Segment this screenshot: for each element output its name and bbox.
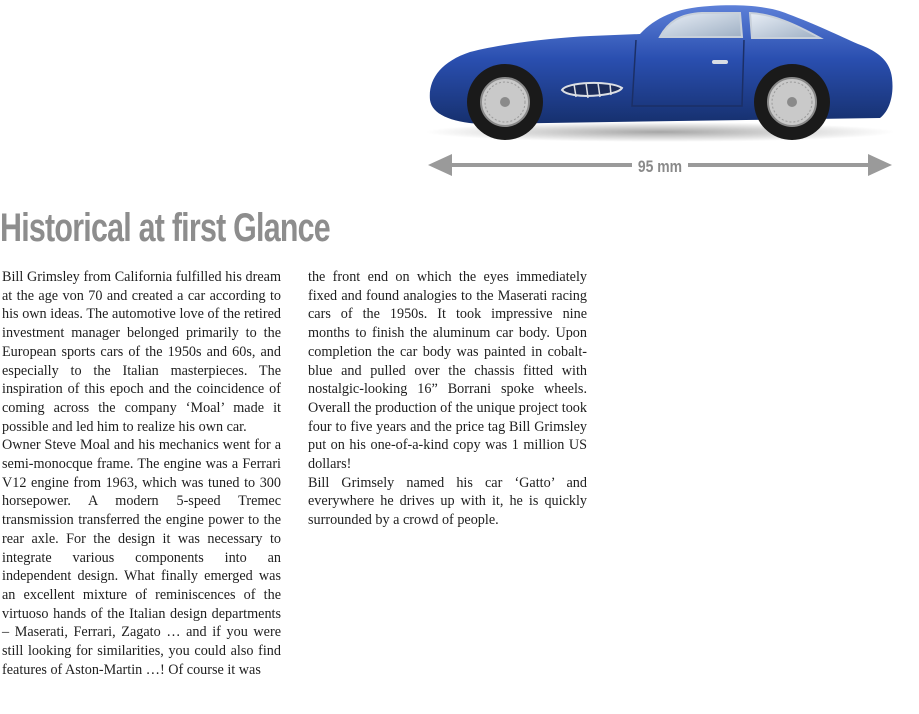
article-title: Historical at first Glance bbox=[0, 206, 330, 250]
dimension-label: 95 mm bbox=[637, 157, 683, 177]
paragraph: Bill Grimsley from California fulfilled his dream at the age von 70 and created a car according to his own ideas. The automotive love of the retired investment manager belonged primarily to the European sports cars of the 1950s and 60s, and especially to the Italian masterpieces. The inspiration of this epoch and the coincidence of coming across the company ‘Moal’ made it possible and led him to realize his own car. bbox=[2, 269, 281, 435]
article-column-1 bbox=[2, 268, 281, 679]
arrow-left-icon bbox=[428, 154, 452, 176]
rear-wheel bbox=[754, 64, 830, 140]
car-figure bbox=[410, 0, 919, 190]
paragraph: Bill Grimsely named his car ‘Gatto’ and everywhere he drives up with it, he is quickly surrounded by a crowd of people. bbox=[308, 474, 587, 529]
door-handle bbox=[712, 60, 728, 64]
paragraph: the front end on which the eyes immediately fixed and found analogies to the Maserati racing cars of the 1950s. It took impressive nine months to finish the aluminum car body. Upon completion the car body was painted in cobalt-blue and pulled over the chassis fitted with nostalgic-looking 16” Borrani spoke wheels. Overall the production of the unique project took four to five years and the price tag Bill Grimsley put on his one-of-a-kind copy was 1 million US dollars! bbox=[308, 269, 587, 473]
front-wheel bbox=[467, 64, 543, 140]
arrow-right-icon bbox=[868, 154, 892, 176]
paragraph: Owner Steve Moal and his mechanics went for a semi-monocque frame. The engine was a Ferrari V12 engine from 1963, which was tuned to 300 horsepower. A modern 5-speed Tremec transmission transferred the engine power to the rear axle. For the design it was necessary to integrate various components into an independent design. What finally emerged was an excellent mixture of reminiscences of the virtuoso hands of the Italian design departments – Maserati, Ferrari, Zagato … and if you were still looking for similarities, you could also find features of Aston-Martin …! Of course it was bbox=[2, 437, 281, 678]
article-column-2 bbox=[308, 268, 587, 530]
model-car-image bbox=[410, 0, 919, 190]
